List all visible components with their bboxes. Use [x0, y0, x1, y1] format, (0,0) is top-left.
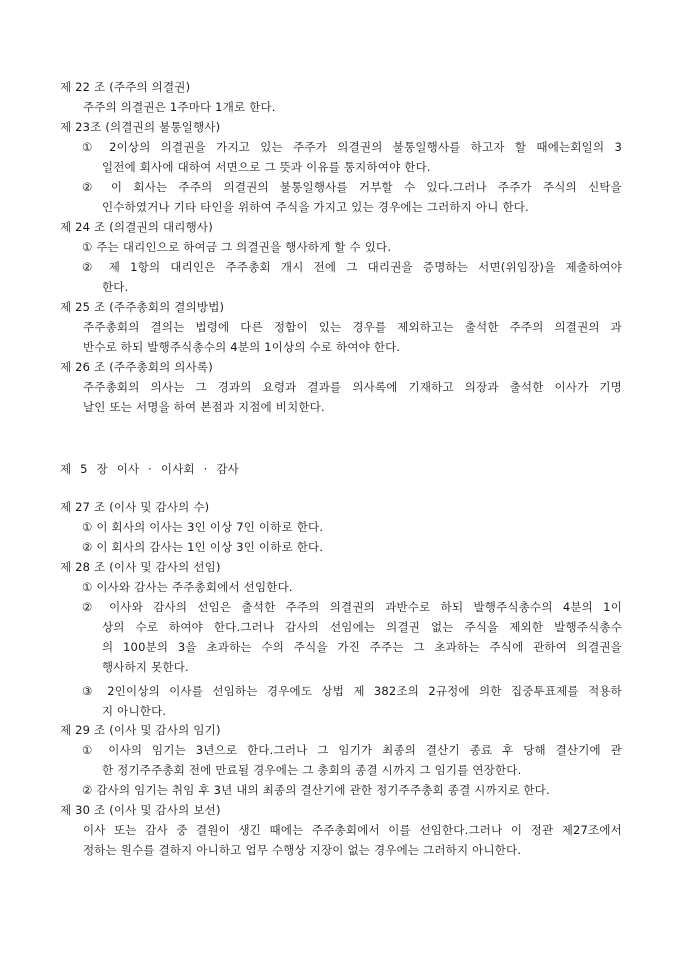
article-28-item-3-line: ③ 2인이상의 이사를 선임하는 경우에도 상법 제 382조의 2규정에 의한 집중투표제를 적용하 — [82, 684, 622, 698]
article-28-item-2-line: 의 100분의 3을 초과하는 수의 주식을 가진 주주는 그 초과하는 주식에 관하여 의결권을 — [102, 640, 622, 654]
chapter-5-title: 제 5 장 이사 · 이사회 · 감사 — [60, 462, 239, 476]
article-23-item-1-line: ① 2이상의 의결권을 가지고 있는 주주가 의결권의 불통일행사를 하고자 할 때에는회일의 3 — [82, 140, 622, 154]
article-26-body-line: 날인 또는 서명을 하여 본점과 지점에 비치한다. — [83, 400, 325, 414]
article-24-heading: 제 24 조 (의결권의 대리행사) — [60, 220, 213, 234]
article-27-item-2-line: ② 이 회사의 감사는 1인 이상 3인 이하로 한다. — [82, 540, 324, 554]
article-30-body-line: 정하는 원수를 결하지 아니하고 업무 수행상 지장이 없는 경우에는 그러하지 아니한다. — [83, 843, 522, 857]
article-22-heading: 제 22 조 (주주의 의결권) — [60, 80, 191, 94]
article-27-heading: 제 27 조 (이사 및 감사의 수) — [60, 500, 210, 514]
article-25-body-line: 주주총회의 결의는 법령에 다른 정함이 있는 경우를 제외하고는 출석한 주주의 의결권의 과 — [83, 320, 622, 334]
article-29-item-1-line: 한 정기주주총회 전에 만료될 경우에는 그 총회의 종결 시까지 그 임기를 연장한다. — [102, 763, 522, 777]
article-23-item-2-line: ② 이 회사는 주주의 의결권의 불통일행사를 거부할 수 있다.그러나 주주가 주식의 신탁을 — [82, 180, 622, 194]
article-25-body-line: 반수로 하되 발행주식총수의 4분의 1이상의 수로 하여야 한다. — [83, 340, 401, 354]
article-23-item-2-line: 인수하였거나 기타 타인을 위하여 주식을 가지고 있는 경우에는 그러하지 아니 한다. — [102, 200, 529, 214]
article-29-item-2-line: ② 감사의 임기는 취임 후 3년 내의 최종의 결산기에 관한 정기주주총회 종결 시까지로 한다. — [82, 783, 550, 797]
article-28-item-1-line: ① 이사와 감사는 주주총회에서 선임한다. — [82, 580, 293, 594]
article-29-item-1-line: ① 이사의 임기는 3년으로 한다.그러나 그 임기가 최종의 결산기 종료 후 당해 결산기에 관 — [82, 743, 622, 757]
article-28-item-2-line: 상의 수로 하여야 한다.그러나 감사의 선임에는 의결권 없는 주식을 제외한 발행주식총수 — [102, 620, 622, 634]
article-28-item-2-line: 행사하지 못한다. — [102, 660, 189, 674]
article-25-heading: 제 25 조 (주주총회의 결의방법) — [60, 300, 225, 314]
article-23-heading: 제 23조 (의결권의 불통일행사) — [60, 120, 221, 134]
article-23-item-1-line: 일전에 회사에 대하여 서면으로 그 뜻과 이유를 통지하여야 한다. — [102, 160, 431, 174]
article-26-heading: 제 26 조 (주주총회의 의사록) — [60, 360, 213, 374]
article-30-heading: 제 30 조 (이사 및 감사의 보선) — [60, 803, 221, 817]
article-24-item-2-line: ② 제 1항의 대리인은 주주총회 개시 전에 그 대리권을 증명하는 서면(위임장)을 제출하여야 — [82, 260, 622, 274]
article-28-heading: 제 28 조 (이사 및 감사의 선임) — [60, 560, 221, 574]
article-28-item-3-line: 지 아니한다. — [102, 704, 167, 718]
article-29-heading: 제 29 조 (이사 및 감사의 임기) — [60, 723, 221, 737]
article-28-item-2-line: ② 이사와 감사의 선임은 출석한 주주의 의결권의 과반수로 하되 발행주식총수의 4분의 1이 — [82, 600, 622, 614]
article-24-item-1-line: ① 주는 대리인으로 하여금 그 의결권을 행사하게 할 수 있다. — [82, 240, 392, 254]
article-27-item-1-line: ① 이 회사의 이사는 3인 이상 7인 이하로 한다. — [82, 520, 324, 534]
article-24-item-2-line: 한다. — [102, 280, 129, 294]
article-30-body-line: 이사 또는 감사 중 결원이 생긴 때에는 주주총회에서 이를 선임한다.그러나 이 정관 제27조에서 — [83, 823, 622, 837]
article-26-body-line: 주주총회의 의사는 그 경과의 요령과 결과를 의사록에 기재하고 의장과 출석한 이사가 기명 — [83, 380, 622, 394]
article-22-body-line: 주주의 의결권은 1주마다 1개로 한다. — [83, 100, 276, 114]
